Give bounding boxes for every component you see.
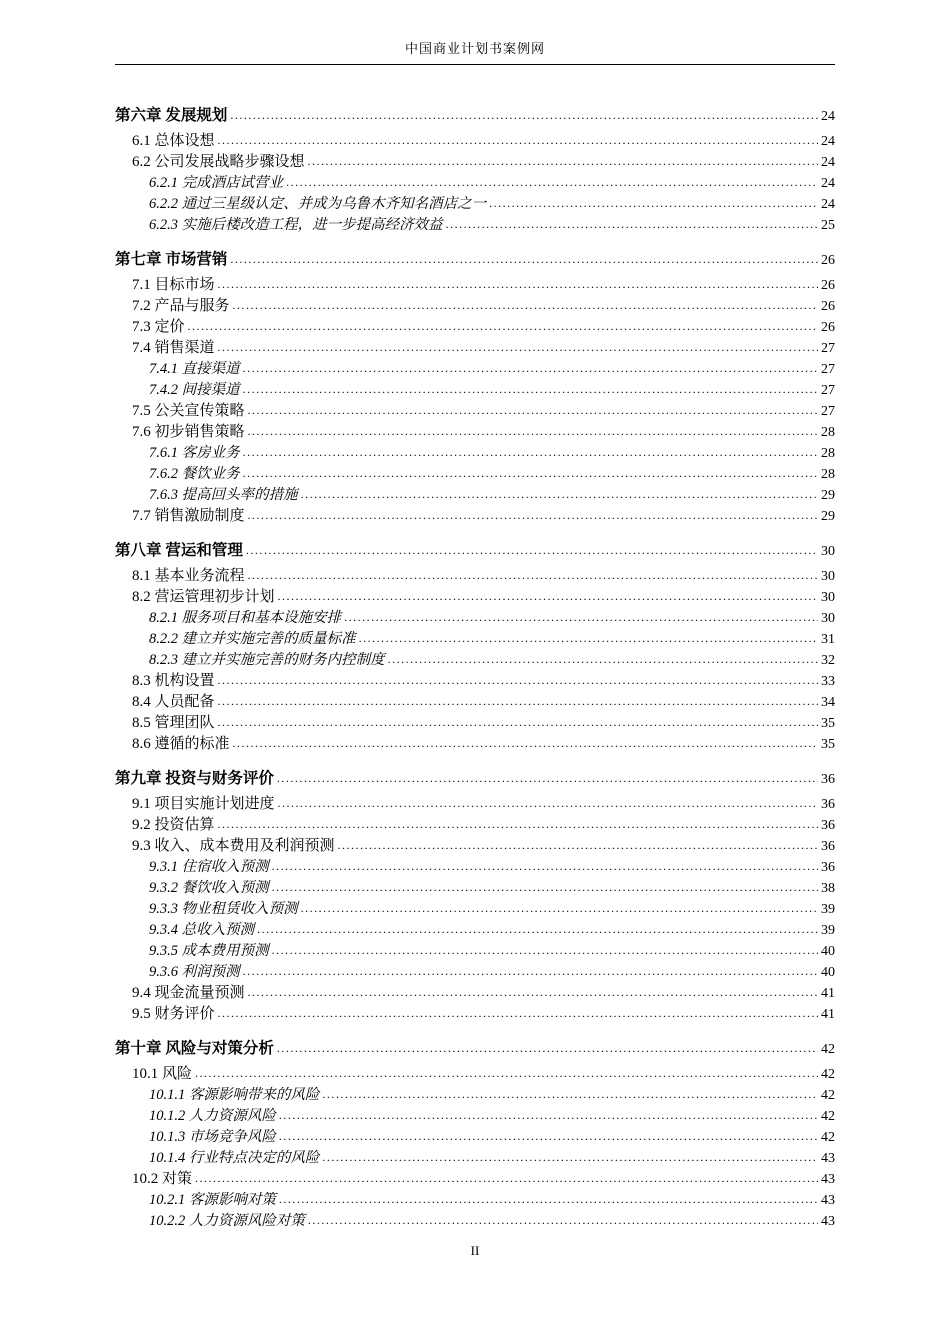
toc-entry-label: 9.3.6 利润预测 [149, 964, 240, 980]
toc-leader-dots [308, 1210, 818, 1231]
toc-entry-page: 29 [821, 509, 835, 524]
toc-entry-label: 6.2 公司发展战略步骤设想 [132, 154, 305, 170]
toc-entry [115, 1038, 835, 1060]
toc-leader-dots [286, 172, 818, 193]
toc-entry-label: 10.2.2 人力资源风险对策 [149, 1213, 305, 1229]
toc-leader-dots [233, 295, 818, 316]
toc-entry-page: 27 [821, 341, 835, 356]
toc-entry [115, 194, 835, 215]
toc-leader-dots [248, 565, 818, 586]
toc-entry [115, 587, 835, 608]
toc-entry [115, 983, 835, 1004]
toc-entry-page: 29 [821, 488, 835, 503]
toc-entry-label: 9.5 财务评价 [132, 1006, 215, 1022]
toc-entry-label: 10.1.4 行业特点决定的风险 [149, 1150, 320, 1166]
toc-entry-page: 43 [821, 1214, 835, 1229]
toc-entry [115, 815, 835, 836]
toc-entry-label: 8.5 管理团队 [132, 715, 215, 731]
toc-entry-page: 31 [821, 632, 835, 647]
toc-entry-label: 7.6.2 餐饮业务 [149, 466, 240, 482]
toc-entry [115, 734, 835, 755]
toc-leader-dots [246, 540, 818, 561]
toc-entry-label: 8.2.2 建立并实施完善的质量标准 [149, 631, 356, 647]
toc-entry-page: 40 [821, 944, 835, 959]
toc-entry-label: 7.4.1 直接渠道 [149, 361, 240, 377]
toc-entry [115, 941, 835, 962]
toc-entry-label: 第七章 市场营销 [115, 251, 228, 268]
toc-leader-dots [301, 484, 818, 505]
toc-leader-dots [233, 733, 818, 754]
toc-entry-label: 7.3 定价 [132, 319, 185, 335]
toc-entry-label: 9.3.4 总收入预测 [149, 922, 255, 938]
toc-entry-page: 35 [821, 716, 835, 731]
toc-entry-label: 第六章 发展规划 [115, 107, 228, 124]
toc-leader-dots [278, 586, 818, 607]
toc-entry-label: 8.2 营运管理初步计划 [132, 589, 275, 605]
toc-entry-page: 36 [821, 860, 835, 875]
toc-entry-label: 6.1 总体设想 [132, 133, 215, 149]
toc-entry [115, 1148, 835, 1169]
toc-entry-page: 24 [821, 197, 835, 212]
toc-entry [115, 671, 835, 692]
toc-leader-dots [248, 505, 818, 526]
toc-leader-dots [272, 877, 818, 898]
toc-leader-dots [257, 919, 818, 940]
toc-entry-label: 9.3.5 成本费用预测 [149, 943, 269, 959]
toc-entry-page: 33 [821, 674, 835, 689]
toc-entry [115, 608, 835, 629]
toc-leader-dots [218, 691, 818, 712]
toc-entry-page: 28 [821, 425, 835, 440]
toc-entry [115, 338, 835, 359]
toc-entry-label: 6.2.2 通过三星级认定、并成为乌鲁木齐知名酒店之一 [149, 196, 487, 212]
toc-leader-dots [272, 856, 818, 877]
toc-entry-page: 34 [821, 695, 835, 710]
toc-entry-page: 27 [821, 362, 835, 377]
toc-entry [115, 380, 835, 401]
page-footer [0, 1243, 950, 1259]
toc-entry-page: 42 [821, 1067, 835, 1082]
page-header [115, 38, 835, 65]
toc-entry [115, 359, 835, 380]
toc-entry [115, 249, 835, 271]
toc-entry-label: 8.3 机构设置 [132, 673, 215, 689]
toc-entry [115, 1127, 835, 1148]
toc-entry-page: 30 [821, 569, 835, 584]
toc-entry-page: 36 [821, 839, 835, 854]
toc-entry-label: 8.6 遵循的标准 [132, 736, 230, 752]
toc-leader-dots [388, 649, 818, 670]
toc-entry-page: 42 [821, 1042, 835, 1057]
toc-entry [115, 713, 835, 734]
toc-entry-page: 28 [821, 467, 835, 482]
toc-entry [115, 962, 835, 983]
toc-entry-label: 9.3.2 餐饮收入预测 [149, 880, 269, 896]
toc-entry-page: 26 [821, 253, 835, 268]
toc-entry [115, 464, 835, 485]
toc-entry-page: 27 [821, 383, 835, 398]
toc-entry-label: 8.4 人员配备 [132, 694, 215, 710]
toc-leader-dots [322, 1147, 818, 1168]
toc-entry [115, 629, 835, 650]
toc-entry-page: 26 [821, 299, 835, 314]
toc-entry-label: 10.1 风险 [132, 1066, 193, 1082]
toc-leader-dots [248, 421, 818, 442]
toc-leader-dots [277, 768, 818, 789]
toc-entry [115, 1106, 835, 1127]
toc-entry-label: 9.3.1 住宿收入预测 [149, 859, 269, 875]
toc-entry-page: 38 [821, 881, 835, 896]
toc-entry-label: 9.2 投资估算 [132, 817, 215, 833]
toc-entry [115, 105, 835, 127]
footer-page-number: II [470, 1243, 480, 1258]
toc-entry-page: 26 [821, 278, 835, 293]
toc-entry [115, 920, 835, 941]
toc-leader-dots [279, 1105, 818, 1126]
toc-entry-page: 32 [821, 653, 835, 668]
toc-leader-dots [188, 316, 818, 337]
toc-entry-page: 43 [821, 1193, 835, 1208]
toc-leader-dots [243, 379, 818, 400]
toc-entry-label: 7.6 初步销售策略 [132, 424, 245, 440]
toc-leader-dots [218, 814, 818, 835]
toc-entry-label: 10.2 对策 [132, 1171, 193, 1187]
toc-entry [115, 506, 835, 527]
toc-entry-page: 24 [821, 109, 835, 124]
toc-entry-label: 10.2.1 客源影响对策 [149, 1192, 276, 1208]
toc-entry-page: 28 [821, 446, 835, 461]
toc-entry-page: 25 [821, 218, 835, 233]
toc-entry-page: 39 [821, 902, 835, 917]
toc-entry-label: 9.4 现金流量预测 [132, 985, 245, 1001]
toc-entry [115, 152, 835, 173]
toc-entry-page: 36 [821, 797, 835, 812]
toc-leader-dots [301, 898, 818, 919]
toc-entry-page: 26 [821, 320, 835, 335]
toc-entry-page: 30 [821, 590, 835, 605]
toc-entry [115, 1211, 835, 1232]
toc-leader-dots [279, 1126, 818, 1147]
toc-entry [115, 899, 835, 920]
toc-entry [115, 857, 835, 878]
toc-leader-dots [243, 442, 818, 463]
toc-leader-dots [322, 1084, 818, 1105]
toc-entry-label: 7.5 公关宣传策略 [132, 403, 245, 419]
toc-entry-page: 41 [821, 986, 835, 1001]
toc-entry-label: 9.1 项目实施计划进度 [132, 796, 275, 812]
toc-entry-page: 24 [821, 155, 835, 170]
toc-entry-label: 10.1.3 市场竞争风险 [149, 1129, 276, 1145]
toc-entry-page: 43 [821, 1151, 835, 1166]
toc-entry-page: 30 [821, 544, 835, 559]
toc-entry [115, 650, 835, 671]
toc-entry-page: 42 [821, 1088, 835, 1103]
toc-leader-dots [338, 835, 818, 856]
toc-entry-label: 7.4 销售渠道 [132, 340, 215, 356]
toc-entry-page: 24 [821, 176, 835, 191]
toc-entry [115, 173, 835, 194]
toc-entry [115, 443, 835, 464]
toc-leader-dots [218, 1003, 818, 1024]
toc-entry [115, 692, 835, 713]
toc-leader-dots [308, 151, 818, 172]
toc-entry [115, 317, 835, 338]
toc-entry-label: 第十章 风险与对策分析 [115, 1040, 274, 1057]
toc-entry-label: 9.3.3 物业租赁收入预测 [149, 901, 298, 917]
toc-leader-dots [344, 607, 818, 628]
toc-entry-label: 9.3 收入、成本费用及利润预测 [132, 838, 335, 854]
toc-entry-page: 30 [821, 611, 835, 626]
toc-entry [115, 401, 835, 422]
toc-entry [115, 485, 835, 506]
toc-entry-label: 7.1 目标市场 [132, 277, 215, 293]
toc-entry [115, 566, 835, 587]
toc-entry-label: 7.2 产品与服务 [132, 298, 230, 314]
toc-entry-label: 8.2.1 服务项目和基本设施安排 [149, 610, 342, 626]
toc-entry [115, 1169, 835, 1190]
header-title: 中国商业计划书案例网 [404, 41, 545, 56]
toc-leader-dots [195, 1168, 818, 1189]
toc-entry [115, 794, 835, 815]
toc-entry [115, 878, 835, 899]
toc-leader-dots [230, 249, 818, 270]
toc-entry [115, 836, 835, 857]
toc-leader-dots [489, 193, 818, 214]
toc-entry-page: 24 [821, 134, 835, 149]
toc-entry-page: 36 [821, 818, 835, 833]
toc-entry-label: 7.4.2 间接渠道 [149, 382, 240, 398]
toc-entry-label: 8.1 基本业务流程 [132, 568, 245, 584]
toc-entry-label: 第八章 营运和管理 [115, 542, 243, 559]
toc-entry-label: 7.6.3 提高回头率的措施 [149, 487, 298, 503]
toc-entry-page: 42 [821, 1109, 835, 1124]
toc-leader-dots [243, 463, 818, 484]
toc-entry [115, 1085, 835, 1106]
toc-entry-page: 41 [821, 1007, 835, 1022]
toc-entry [115, 215, 835, 236]
toc-entry [115, 275, 835, 296]
toc-leader-dots [248, 982, 818, 1003]
toc-entry-label: 7.6.1 客房业务 [149, 445, 240, 461]
toc-leader-dots [230, 105, 818, 126]
table-of-contents [115, 105, 835, 1232]
toc-leader-dots [278, 793, 818, 814]
toc-leader-dots [243, 358, 818, 379]
toc-entry [115, 422, 835, 443]
toc-entry-label: 7.7 销售激励制度 [132, 508, 245, 524]
toc-leader-dots [277, 1038, 818, 1059]
toc-entry [115, 1064, 835, 1085]
toc-leader-dots [218, 712, 818, 733]
toc-leader-dots [248, 400, 818, 421]
toc-entry-page: 42 [821, 1130, 835, 1145]
toc-leader-dots [279, 1189, 818, 1210]
toc-entry [115, 768, 835, 790]
toc-leader-dots [218, 670, 818, 691]
toc-entry-label: 10.1.1 客源影响带来的风险 [149, 1087, 320, 1103]
toc-leader-dots [218, 337, 818, 358]
toc-leader-dots [359, 628, 818, 649]
toc-entry [115, 131, 835, 152]
toc-entry-page: 43 [821, 1172, 835, 1187]
toc-entry [115, 1190, 835, 1211]
toc-entry-label: 第九章 投资与财务评价 [115, 770, 274, 787]
toc-leader-dots [446, 214, 818, 235]
toc-entry-page: 40 [821, 965, 835, 980]
toc-leader-dots [218, 130, 818, 151]
toc-entry-label: 10.1.2 人力资源风险 [149, 1108, 276, 1124]
toc-entry-page: 36 [821, 772, 835, 787]
toc-entry [115, 296, 835, 317]
toc-entry [115, 1004, 835, 1025]
toc-leader-dots [195, 1063, 818, 1084]
toc-leader-dots [272, 940, 818, 961]
toc-entry-page: 27 [821, 404, 835, 419]
toc-leader-dots [243, 961, 818, 982]
toc-entry-page: 35 [821, 737, 835, 752]
toc-entry-label: 6.2.3 实施后楼改造工程，进一步提高经济效益 [149, 217, 443, 233]
toc-entry [115, 540, 835, 562]
toc-entry-label: 6.2.1 完成酒店试营业 [149, 175, 284, 191]
toc-leader-dots [218, 274, 818, 295]
toc-entry-page: 39 [821, 923, 835, 938]
toc-entry-label: 8.2.3 建立并实施完善的财务内控制度 [149, 652, 385, 668]
